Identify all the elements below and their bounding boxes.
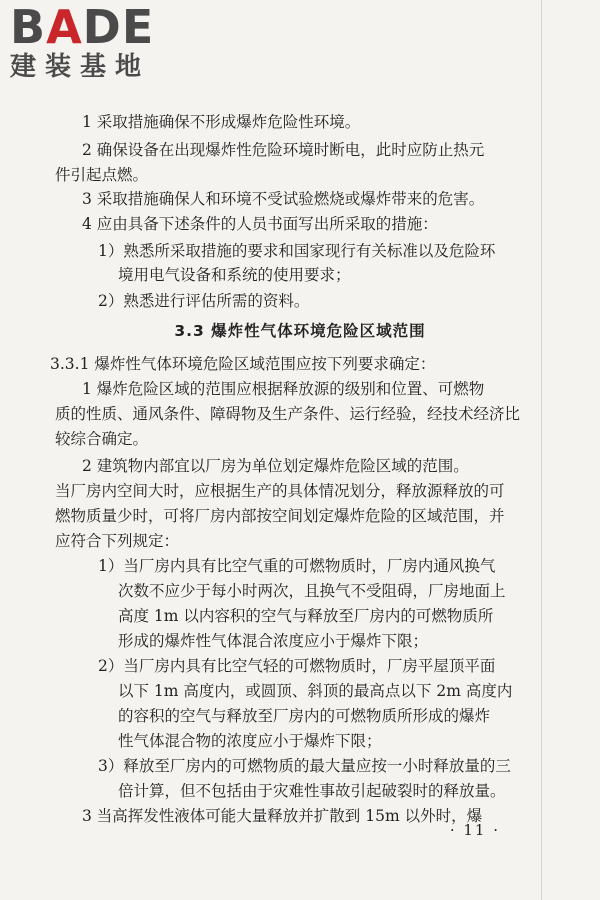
text-line: 以下 1m 高度内，或圆顶、斜顶的最高点以下 2m 高度内 (118, 682, 513, 700)
logo-subtitle: 建装基地 (10, 52, 151, 82)
page-number: · 11 · (449, 821, 500, 839)
logo-brand: BADE (10, 0, 155, 54)
section-heading: 3.3 爆炸性气体环境危险区域范围 (174, 322, 426, 340)
text-line: 3）释放至厂房内的可燃物质的最大量应按一小时释放量的三 (98, 757, 511, 775)
text-line: 1 爆炸危险区域的范围应根据释放源的级别和位置、可燃物 (82, 380, 485, 398)
text-line: 2 确保设备在出现爆炸性危险环境时断电，此时应防止热元 (82, 141, 485, 159)
bade-logo (10, 2, 180, 84)
text-line: 较综合确定。 (55, 430, 149, 448)
text-line: 性气体混合物的浓度应小于爆炸下限； (118, 732, 382, 750)
text-line: 质的性质、通风条件、障碍物及生产条件、运行经验，经技术经济比 (55, 405, 521, 423)
text-line: 3 采取措施确保人和环境不受试验燃烧或爆炸带来的危害。 (82, 190, 485, 208)
clause-heading: 3.3.1 爆炸性气体环境危险区域范围应按下列要求确定： (50, 355, 436, 373)
text-line: 1 采取措施确保不形成爆炸危险性环境。 (82, 113, 361, 131)
text-line: 次数不应少于每小时两次，且换气不受阻碍，厂房地面上 (118, 582, 506, 600)
text-line: 境用电气设备和系统的使用要求； (118, 266, 351, 284)
text-line: 倍计算，但不包括由于灾难性事故引起破裂时的释放量。 (118, 782, 506, 800)
text-line: 4 应由具备下述条件的人员书面写出所采取的措施： (82, 215, 438, 233)
text-line: 2）当厂房内具有比空气轻的可燃物质时，厂房平屋顶平面 (98, 657, 496, 675)
page-edge-shadow (541, 0, 542, 900)
text-line: 件引起点燃。 (55, 166, 149, 184)
text-line: 的容积的空气与释放至厂房内的可燃物质所形成的爆炸 (118, 707, 491, 725)
text-line: 1）当厂房内具有比空气重的可燃物质时，厂房内通风换气 (98, 557, 496, 575)
text-line: 形成的爆炸性气体混合浓度应小于爆炸下限； (118, 632, 429, 650)
text-line: 应符合下列规定： (55, 532, 180, 550)
text-line: 燃物质量少时，可将厂房内部按空间划定爆炸危险的区域范围，并 (55, 507, 505, 525)
text-line: 2 建筑物内部宜以厂房为单位划定爆炸危险区域的范围。 (82, 457, 469, 475)
text-line: 高度 1m 以内容积的空气与释放至厂房内的可燃物质所 (118, 607, 494, 625)
text-line: 1）熟悉所采取措施的要求和国家现行有关标准以及危险环 (98, 242, 496, 260)
text-line: 当厂房内空间大时，应根据生产的具体情况划分，释放源释放的可 (55, 482, 505, 500)
text-line: 2）熟悉进行评估所需的资料。 (98, 292, 310, 310)
text-line: 3 当高挥发性液体可能大量释放并扩散到 15m 以外时，爆 (82, 807, 483, 825)
